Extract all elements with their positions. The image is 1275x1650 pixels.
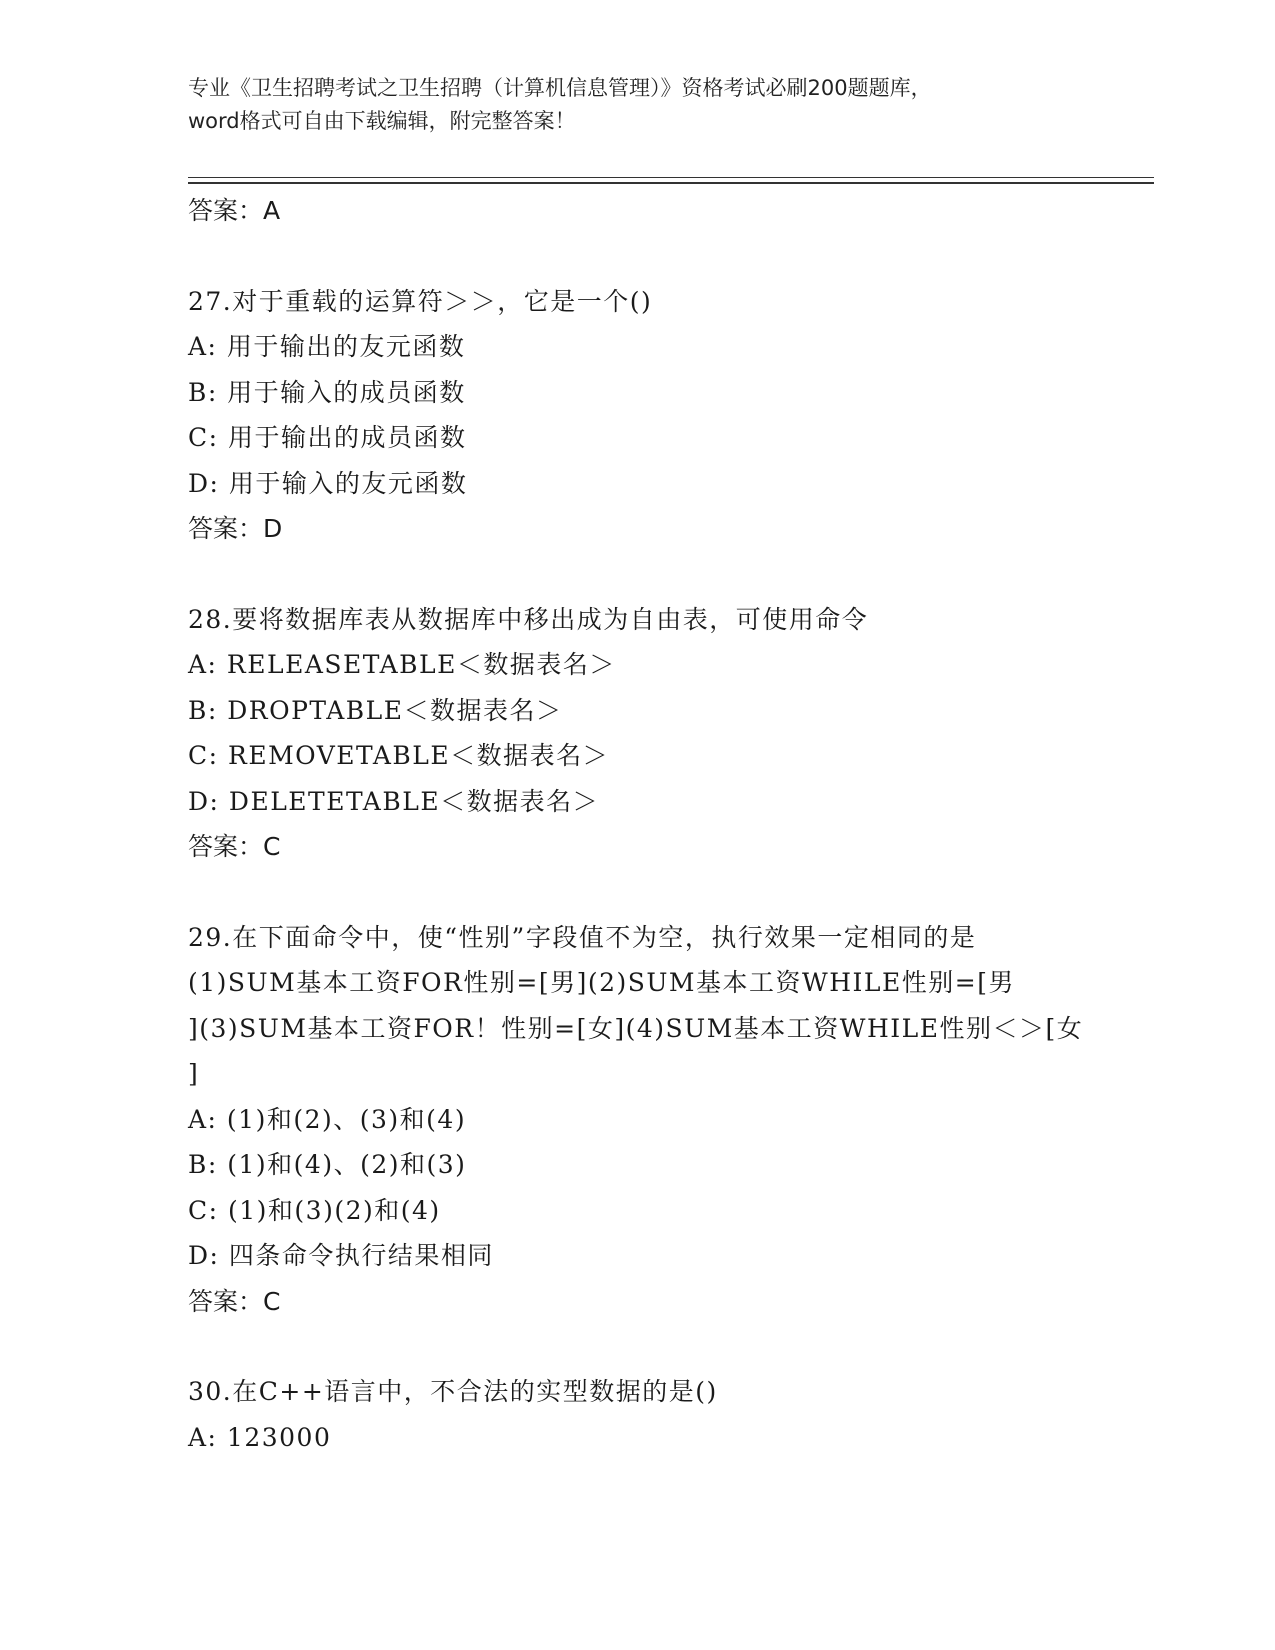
question-line: B: (1)和(4)、(2)和(3): [188, 1150, 467, 1179]
question-line: ]: [188, 1059, 200, 1088]
question-content: [188, 188, 1088, 1460]
question-line: A: 用于输出的友元函数: [188, 332, 466, 361]
question-line: B: 用于输入的成员函数: [188, 377, 466, 407]
question-line: 29.在下面命令中，使“性别”字段值不为空，执行效果一定相同的是: [188, 922, 977, 952]
header-divider-thin: [188, 177, 1154, 178]
question-line: D: 四条命令执行结果相同: [188, 1241, 494, 1270]
answer-line: 答案：C: [188, 1286, 281, 1316]
question-line: A: 123000: [188, 1422, 332, 1452]
answer-line: 答案：A: [188, 196, 281, 225]
answer-line: 答案：D: [188, 514, 283, 543]
question-line: C: (1)和(3)(2)和(4): [188, 1195, 441, 1225]
question-line: B: DROPTABLE＜数据表名＞: [188, 695, 563, 725]
spacer: [188, 551, 1088, 597]
question-line: C: REMOVETABLE＜数据表名＞: [188, 741, 610, 770]
answer-line: 答案：C: [188, 832, 281, 861]
spacer: [188, 233, 1088, 279]
question-line: A: (1)和(2)、(3)和(4): [188, 1104, 467, 1134]
spacer: [188, 1324, 1088, 1370]
question-line: 28.要将数据库表从数据库中移出成为自由表，可使用命令: [188, 604, 869, 634]
header-line-1: 专业《卫生招聘考试之卫生招聘（计算机信息管理）》资格考试必刷200题题库，: [188, 76, 932, 100]
question-line: C: 用于输出的成员函数: [188, 423, 467, 452]
question-line: ](3)SUM基本工资FOR！性别=[女](4)SUM基本工资WHILE性别＜＞[女: [188, 1013, 1084, 1043]
document-header: [188, 72, 1088, 138]
question-line: A: RELEASETABLE＜数据表名＞: [188, 650, 616, 679]
question-line: (1)SUM基本工资FOR性别=[男](2)SUM基本工资WHILE性别=[男: [188, 968, 1015, 997]
question-line: 27.对于重载的运算符＞＞，它是一个(): [188, 286, 653, 316]
header-line-2: word格式可自由下载编辑，附完整答案！: [188, 109, 576, 133]
spacer: [188, 869, 1088, 915]
question-line: 30.在C++语言中，不合法的实型数据的是(): [188, 1377, 718, 1406]
question-line: D: DELETETABLE＜数据表名＞: [188, 786, 600, 816]
header-divider-thick: [188, 182, 1154, 184]
question-line: D: 用于输入的友元函数: [188, 468, 468, 498]
